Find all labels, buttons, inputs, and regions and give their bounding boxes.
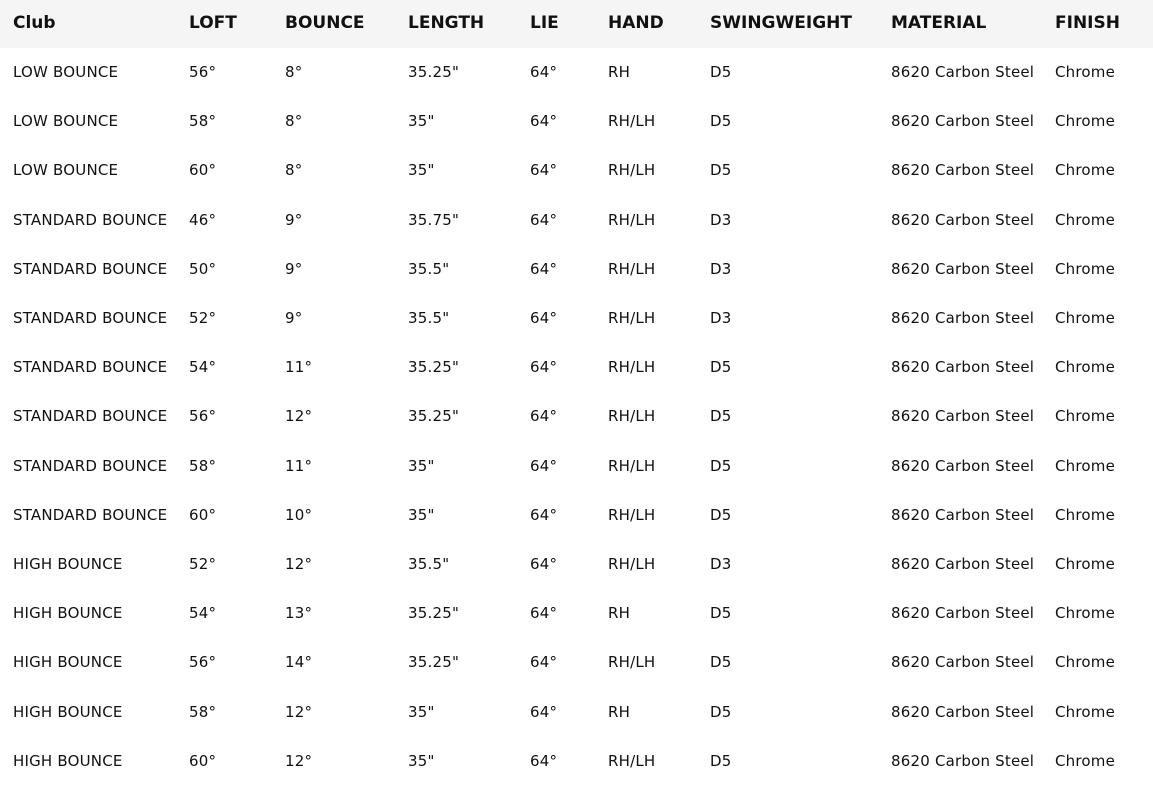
cell-club: STANDARD BOUNCE bbox=[13, 259, 168, 278]
cell-loft: 46° bbox=[189, 210, 217, 229]
cell-swingweight: D5 bbox=[710, 604, 732, 623]
table-header bbox=[0, 0, 1153, 48]
cell-swingweight: D5 bbox=[710, 63, 732, 82]
cell-swingweight: D5 bbox=[710, 702, 732, 721]
cell-hand: RH/LH bbox=[608, 751, 656, 770]
cell-material: 8620 Carbon Steel bbox=[891, 456, 1035, 475]
cell-bounce: 12° bbox=[285, 702, 313, 721]
header-finish: FINISH bbox=[1055, 13, 1120, 33]
cell-bounce: 12° bbox=[285, 407, 313, 426]
cell-finish: Chrome bbox=[1055, 702, 1116, 721]
cell-lie: 64° bbox=[530, 259, 558, 278]
cell-finish: Chrome bbox=[1055, 407, 1116, 426]
cell-swingweight: D5 bbox=[710, 407, 732, 426]
cell-lie: 64° bbox=[530, 702, 558, 721]
cell-club: LOW BOUNCE bbox=[13, 63, 119, 82]
cell-hand: RH/LH bbox=[608, 259, 656, 278]
cell-material: 8620 Carbon Steel bbox=[891, 554, 1035, 573]
table-row bbox=[0, 442, 1153, 491]
cell-finish: Chrome bbox=[1055, 554, 1116, 573]
cell-hand: RH/LH bbox=[608, 456, 656, 475]
cell-club: HIGH BOUNCE bbox=[13, 653, 123, 672]
cell-bounce: 10° bbox=[285, 505, 313, 524]
cell-bounce: 12° bbox=[285, 554, 313, 573]
cell-lie: 64° bbox=[530, 751, 558, 770]
cell-length: 35" bbox=[408, 702, 435, 721]
cell-material: 8620 Carbon Steel bbox=[891, 309, 1035, 328]
cell-length: 35.5" bbox=[408, 554, 450, 573]
header-material: MATERIAL bbox=[891, 13, 987, 33]
cell-bounce: 8° bbox=[285, 63, 303, 82]
cell-bounce: 8° bbox=[285, 112, 303, 131]
cell-hand: RH/LH bbox=[608, 161, 656, 180]
cell-material: 8620 Carbon Steel bbox=[891, 210, 1035, 229]
cell-bounce: 9° bbox=[285, 259, 303, 278]
cell-length: 35" bbox=[408, 161, 435, 180]
cell-material: 8620 Carbon Steel bbox=[891, 407, 1035, 426]
cell-length: 35.25" bbox=[408, 63, 460, 82]
cell-swingweight: D5 bbox=[710, 358, 732, 377]
cell-hand: RH/LH bbox=[608, 554, 656, 573]
cell-length: 35.75" bbox=[408, 210, 460, 229]
cell-lie: 64° bbox=[530, 210, 558, 229]
cell-loft: 58° bbox=[189, 456, 217, 475]
cell-material: 8620 Carbon Steel bbox=[891, 161, 1035, 180]
cell-length: 35.25" bbox=[408, 358, 460, 377]
cell-swingweight: D3 bbox=[710, 554, 732, 573]
cell-bounce: 9° bbox=[285, 210, 303, 229]
cell-club: STANDARD BOUNCE bbox=[13, 456, 168, 475]
table-row bbox=[0, 48, 1153, 97]
table-row bbox=[0, 392, 1153, 441]
cell-length: 35" bbox=[408, 112, 435, 131]
table-row bbox=[0, 491, 1153, 540]
cell-material: 8620 Carbon Steel bbox=[891, 358, 1035, 377]
cell-club: STANDARD BOUNCE bbox=[13, 505, 168, 524]
cell-material: 8620 Carbon Steel bbox=[891, 112, 1035, 131]
cell-swingweight: D5 bbox=[710, 505, 732, 524]
cell-finish: Chrome bbox=[1055, 505, 1116, 524]
cell-finish: Chrome bbox=[1055, 63, 1116, 82]
cell-hand: RH bbox=[608, 63, 631, 82]
cell-length: 35.25" bbox=[408, 653, 460, 672]
cell-loft: 52° bbox=[189, 554, 217, 573]
cell-length: 35.5" bbox=[408, 259, 450, 278]
cell-finish: Chrome bbox=[1055, 456, 1116, 475]
cell-hand: RH/LH bbox=[608, 210, 656, 229]
cell-swingweight: D3 bbox=[710, 309, 732, 328]
cell-loft: 52° bbox=[189, 309, 217, 328]
cell-loft: 58° bbox=[189, 112, 217, 131]
cell-club: STANDARD BOUNCE bbox=[13, 407, 168, 426]
cell-finish: Chrome bbox=[1055, 210, 1116, 229]
cell-swingweight: D3 bbox=[710, 259, 732, 278]
cell-bounce: 14° bbox=[285, 653, 313, 672]
cell-bounce: 11° bbox=[285, 358, 313, 377]
cell-club: LOW BOUNCE bbox=[13, 112, 119, 131]
cell-hand: RH/LH bbox=[608, 358, 656, 377]
cell-loft: 54° bbox=[189, 604, 217, 623]
cell-material: 8620 Carbon Steel bbox=[891, 63, 1035, 82]
cell-length: 35.25" bbox=[408, 407, 460, 426]
header-hand: HAND bbox=[608, 13, 664, 33]
cell-club: HIGH BOUNCE bbox=[13, 751, 123, 770]
cell-hand: RH/LH bbox=[608, 112, 656, 131]
cell-finish: Chrome bbox=[1055, 309, 1116, 328]
cell-loft: 56° bbox=[189, 653, 217, 672]
cell-club: STANDARD BOUNCE bbox=[13, 358, 168, 377]
header-bounce: BOUNCE bbox=[285, 13, 365, 33]
header-lie: LIE bbox=[530, 13, 559, 33]
cell-finish: Chrome bbox=[1055, 358, 1116, 377]
cell-bounce: 9° bbox=[285, 309, 303, 328]
cell-loft: 60° bbox=[189, 161, 217, 180]
cell-swingweight: D5 bbox=[710, 161, 732, 180]
cell-hand: RH bbox=[608, 604, 631, 623]
header-row bbox=[0, 0, 1153, 48]
cell-length: 35.5" bbox=[408, 309, 450, 328]
cell-club: STANDARD BOUNCE bbox=[13, 210, 168, 229]
cell-length: 35" bbox=[408, 456, 435, 475]
cell-finish: Chrome bbox=[1055, 653, 1116, 672]
header-club: Club bbox=[13, 13, 56, 33]
table-row bbox=[0, 687, 1153, 736]
cell-club: STANDARD BOUNCE bbox=[13, 309, 168, 328]
cell-hand: RH bbox=[608, 702, 631, 721]
cell-swingweight: D5 bbox=[710, 653, 732, 672]
cell-swingweight: D5 bbox=[710, 112, 732, 131]
cell-finish: Chrome bbox=[1055, 259, 1116, 278]
cell-finish: Chrome bbox=[1055, 161, 1116, 180]
cell-material: 8620 Carbon Steel bbox=[891, 505, 1035, 524]
cell-swingweight: D5 bbox=[710, 751, 732, 770]
cell-finish: Chrome bbox=[1055, 751, 1116, 770]
cell-lie: 64° bbox=[530, 358, 558, 377]
cell-finish: Chrome bbox=[1055, 604, 1116, 623]
cell-loft: 54° bbox=[189, 358, 217, 377]
cell-lie: 64° bbox=[530, 112, 558, 131]
cell-lie: 64° bbox=[530, 161, 558, 180]
cell-club: HIGH BOUNCE bbox=[13, 604, 123, 623]
cell-swingweight: D3 bbox=[710, 210, 732, 229]
cell-club: HIGH BOUNCE bbox=[13, 554, 123, 573]
cell-lie: 64° bbox=[530, 604, 558, 623]
cell-club: LOW BOUNCE bbox=[13, 161, 119, 180]
cell-lie: 64° bbox=[530, 653, 558, 672]
cell-material: 8620 Carbon Steel bbox=[891, 702, 1035, 721]
header-loft: LOFT bbox=[189, 13, 237, 33]
cell-hand: RH/LH bbox=[608, 309, 656, 328]
table-row bbox=[0, 245, 1153, 294]
table-row bbox=[0, 589, 1153, 638]
cell-length: 35" bbox=[408, 751, 435, 770]
cell-hand: RH/LH bbox=[608, 653, 656, 672]
cell-loft: 56° bbox=[189, 407, 217, 426]
table-row bbox=[0, 343, 1153, 392]
cell-material: 8620 Carbon Steel bbox=[891, 751, 1035, 770]
header-swingweight: SWINGWEIGHT bbox=[710, 13, 852, 33]
table-row bbox=[0, 638, 1153, 687]
cell-lie: 64° bbox=[530, 554, 558, 573]
cell-loft: 56° bbox=[189, 63, 217, 82]
cell-finish: Chrome bbox=[1055, 112, 1116, 131]
cell-loft: 60° bbox=[189, 751, 217, 770]
cell-lie: 64° bbox=[530, 456, 558, 475]
cell-material: 8620 Carbon Steel bbox=[891, 259, 1035, 278]
cell-bounce: 13° bbox=[285, 604, 313, 623]
cell-bounce: 11° bbox=[285, 456, 313, 475]
cell-material: 8620 Carbon Steel bbox=[891, 604, 1035, 623]
cell-lie: 64° bbox=[530, 407, 558, 426]
cell-bounce: 8° bbox=[285, 161, 303, 180]
table-row bbox=[0, 540, 1153, 589]
header-length: LENGTH bbox=[408, 13, 485, 33]
cell-swingweight: D5 bbox=[710, 456, 732, 475]
table-row bbox=[0, 97, 1153, 146]
cell-hand: RH/LH bbox=[608, 505, 656, 524]
cell-lie: 64° bbox=[530, 63, 558, 82]
cell-loft: 50° bbox=[189, 259, 217, 278]
cell-lie: 64° bbox=[530, 309, 558, 328]
table-row bbox=[0, 737, 1153, 786]
cell-club: HIGH BOUNCE bbox=[13, 702, 123, 721]
table-row bbox=[0, 294, 1153, 343]
cell-length: 35.25" bbox=[408, 604, 460, 623]
cell-loft: 60° bbox=[189, 505, 217, 524]
cell-length: 35" bbox=[408, 505, 435, 524]
table-row bbox=[0, 196, 1153, 245]
cell-loft: 58° bbox=[189, 702, 217, 721]
table-row bbox=[0, 146, 1153, 195]
cell-hand: RH/LH bbox=[608, 407, 656, 426]
cell-lie: 64° bbox=[530, 505, 558, 524]
cell-bounce: 12° bbox=[285, 751, 313, 770]
cell-material: 8620 Carbon Steel bbox=[891, 653, 1035, 672]
table-body bbox=[0, 48, 1153, 786]
